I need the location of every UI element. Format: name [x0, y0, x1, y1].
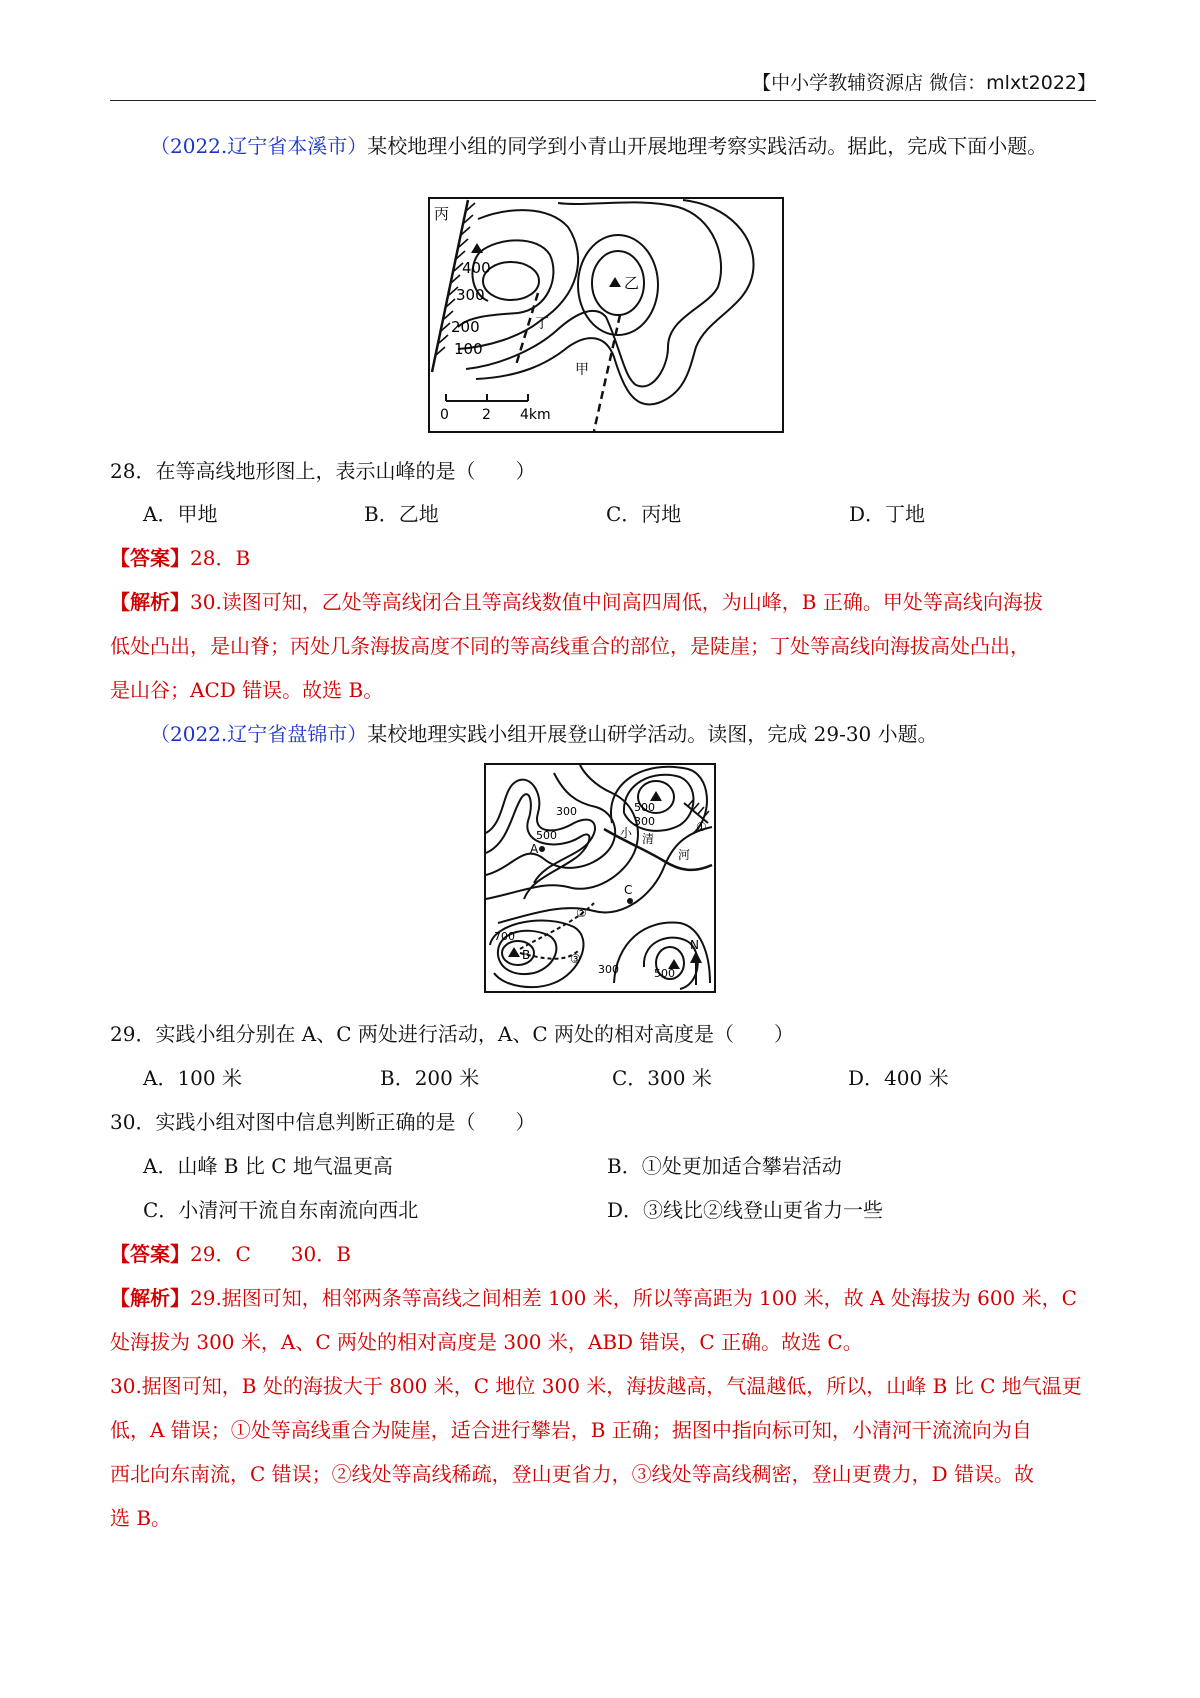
- map2-contour-label-7: 500: [654, 967, 675, 980]
- map2-point-a: A: [530, 842, 539, 856]
- explanation-2-line-1: [0, 1284, 1200, 1312]
- q28-option-d: D．丁地: [849, 502, 926, 526]
- map1-scale-0: 0: [440, 407, 449, 423]
- question-28-stem: 28．在等高线地形图上，表示山峰的是（ ）: [110, 459, 536, 483]
- map2-contour-label-5: 700: [494, 930, 515, 943]
- q28-option-b: B．乙地: [364, 502, 439, 526]
- answer-1: [0, 544, 1200, 572]
- q30-option-b: B．①处更加适合攀岩活动: [607, 1154, 842, 1178]
- map1-contour-300: 300: [456, 286, 485, 304]
- answer-2-tag: 【答案】: [110, 1242, 190, 1266]
- intro-2-text: 某校地理实践小组开展登山研学活动。读图，完成 29-30 小题。: [367, 722, 938, 746]
- map2-contour-label-4: 500: [536, 829, 557, 842]
- map1-label-jia: 甲: [575, 362, 589, 378]
- explanation-1-text-1: 30.读图可知，乙处等高线闭合且等高线数值中间高四周低，为山峰，B 正确。甲处等高线向海拔: [190, 590, 1043, 614]
- contour-map-1: [428, 197, 784, 433]
- q30-option-a: A．山峰 B 比 C 地气温更高: [143, 1154, 393, 1178]
- map2-river-char-2: 清: [642, 832, 655, 846]
- explanation-1-line-2: 低处凸出，是山脊；丙处几条海拔高度不同的等高线重合的部位，是陡崖；丁处等高线向海拔高处凸出，: [110, 634, 1030, 658]
- answer-2: [0, 1240, 1200, 1268]
- contour-map-2: [484, 763, 716, 993]
- explanation-2-line-3: 30.据图可知，B 处的海拔大于 800 米，C 地位 300 米，海拔越高，气温越低，所以，山峰 B 比 C 地气温更: [110, 1374, 1082, 1398]
- explanation-1-tag: 【解析】: [110, 590, 190, 614]
- map2-river-char-3: 河: [678, 848, 691, 862]
- q28-option-c: C．丙地: [606, 502, 682, 526]
- explanation-2-line-6: 选 B。: [110, 1506, 172, 1530]
- map1-contour-100: 100: [454, 340, 483, 358]
- map1-contour-400: 400: [462, 259, 491, 277]
- map1-scale-2: 2: [482, 407, 491, 423]
- intro-2: [0, 720, 1200, 748]
- intro-1: [0, 132, 1200, 160]
- map2-contour-label-3: 300: [556, 805, 577, 818]
- explanation-2-tag: 【解析】: [110, 1286, 190, 1310]
- explanation-2-line-5: 西北向东南流，C 错误；②线处等高线稀疏，登山更省力，③线处等高线稠密，登山更费力，D 错误。故: [110, 1462, 1035, 1486]
- answer-2-text: 29．C 30．B: [190, 1242, 351, 1266]
- q29-option-a: A．100 米: [143, 1066, 242, 1090]
- q29-option-c: C．300 米: [612, 1066, 712, 1090]
- map2-north-label: N: [690, 938, 699, 952]
- answer-1-tag: 【答案】: [110, 546, 190, 570]
- q30-option-c: C．小清河干流自东南流向西北: [143, 1198, 419, 1222]
- map2-river-char-1: 小: [620, 826, 633, 840]
- intro-1-text: 某校地理小组的同学到小青山开展地理考察实践活动。据此，完成下面小题。: [367, 134, 1048, 158]
- map1-scale-4km: 4km: [520, 407, 551, 423]
- intro-1-source: （2022.辽宁省本溪市）: [150, 134, 368, 158]
- explanation-2-line-4: 低，A 错误；①处等高线重合为陡崖，适合进行攀岩，B 正确；据图中指向标可知，小清河干流流向为自: [110, 1418, 1032, 1442]
- intro-2-source: （2022.辽宁省盘锦市）: [150, 722, 368, 746]
- explanation-2-text-1: 29.据图可知，相邻两条等高线之间相差 100 米，所以等高距为 100 米，故 A 处海拔为 600 米，C: [190, 1286, 1077, 1310]
- answer-1-text: 28．B: [190, 546, 251, 570]
- map1-contour-200: 200: [451, 318, 480, 336]
- map2-contour-label-1: 500: [634, 801, 655, 814]
- header-rule: [110, 100, 1096, 101]
- q29-option-d: D．400 米: [848, 1066, 949, 1090]
- map2-peak-b: B: [522, 948, 531, 962]
- map1-label-yi: 乙: [624, 274, 640, 292]
- explanation-2-line-2: 处海拔为 300 米，A、C 两处的相对高度是 300 米，ABD 错误，C 正确。故选 C。: [110, 1330, 863, 1354]
- page-header: 【中小学教辅资源店 微信：mlxt2022】: [752, 72, 1096, 94]
- question-30-stem: 30．实践小组对图中信息判断正确的是（ ）: [110, 1110, 536, 1134]
- map1-label-ding: 丁: [535, 316, 549, 332]
- q28-option-a: A．甲地: [143, 502, 218, 526]
- q30-option-d: D．③线比②线登山更省力一些: [607, 1198, 884, 1222]
- map2-contour-label-2: 300: [634, 815, 655, 828]
- question-29-stem: 29．实践小组分别在 A、C 两处进行活动，A、C 两处的相对高度是（ ）: [110, 1022, 795, 1046]
- explanation-1-line-1: [0, 588, 1200, 616]
- map1-label-bing: 丙: [434, 205, 450, 223]
- map2-marker-3: ③: [570, 952, 581, 966]
- map2-marker-1: ①: [696, 820, 707, 834]
- map2-marker-2: ②: [576, 906, 587, 920]
- map2-contour-label-6: 300: [598, 963, 619, 976]
- q29-option-b: B．200 米: [380, 1066, 480, 1090]
- explanation-1-line-3: 是山谷；ACD 错误。故选 B。: [110, 678, 384, 702]
- map2-point-c: C: [624, 883, 633, 897]
